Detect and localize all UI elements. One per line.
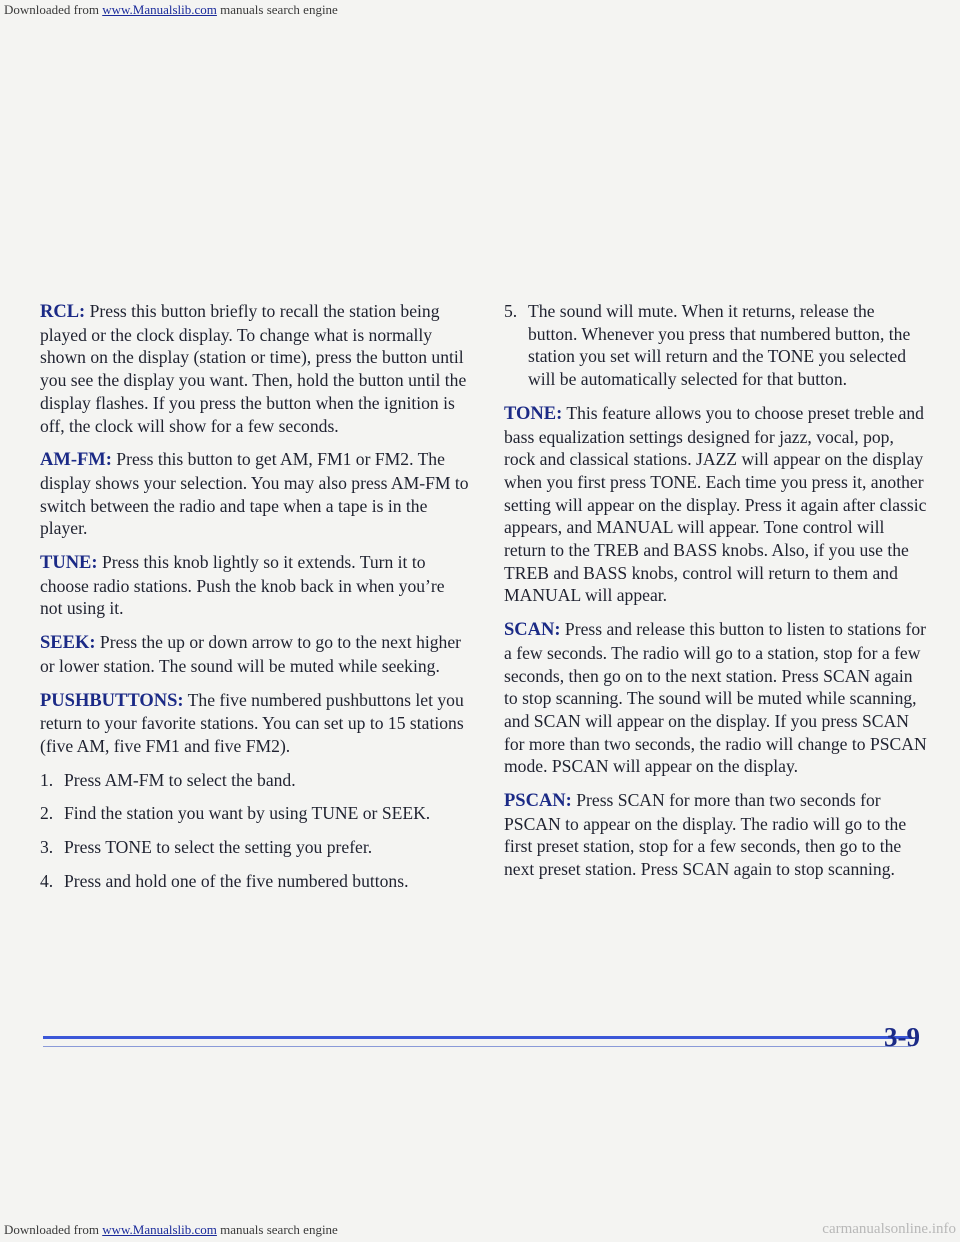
tone-term: TONE: (504, 403, 563, 424)
watermark: carmanualsonline.info (822, 1221, 956, 1237)
amfm-paragraph (40, 448, 470, 540)
rule-thin (43, 1046, 911, 1047)
step-text: The sound will mute. When it returns, release the button. Whenever you press that numbered button, the station you set will return and the TONE you selected will be automatically selected for that button. (528, 301, 911, 390)
rcl-text: Press this button briefly to recall the station being played or the clock display. To change what is normally shown on the display (station or time), press the button until you see the display you want. Then, hold the button until the display flashes. If you press the button when the ignition is off, the clock will show for a few seconds. (40, 301, 467, 436)
scan-paragraph (504, 618, 928, 778)
header-prefix: Downloaded from (4, 2, 103, 17)
manualslib-link[interactable]: www.Manualslib.com (102, 2, 217, 17)
step-item (504, 300, 928, 391)
left-column (40, 300, 470, 903)
rcl-term: RCL: (40, 302, 86, 322)
step-number: 3. (40, 837, 54, 858)
step-item (40, 802, 470, 825)
step-item (40, 836, 470, 859)
rcl-paragraph (40, 300, 470, 437)
step-number: 2. (40, 803, 54, 824)
pscan-paragraph (504, 789, 928, 881)
tone-text: This feature allows you to choose preset treble and bass equalization settings designed for jazz, vocal, pop, rock and classical stations. JAZZ will appear on the display when you first press TONE. Each time you press it, another setting will appear on the display. Press it again after classic appears, and MANUAL will appear. Tone control will return to the TREB and BASS knobs. Also, if you use the TREB and BASS knobs, control will return to them and MANUAL will appear. (504, 402, 927, 606)
step-item (40, 769, 470, 792)
pushbuttons-text: The five numbered pushbuttons let you return to your favorite stations. You can set up to 15 stations (five AM, five FM1 and five FM2). (40, 689, 464, 756)
page-number: 3-9 (884, 1022, 920, 1052)
tone-paragraph (504, 402, 928, 607)
footer (0, 1060, 960, 1242)
step-text: Press TONE to select the setting you prefer. (64, 837, 373, 858)
pushbuttons-paragraph (40, 689, 470, 758)
step-text: Find the station you want by using TUNE or SEEK. (64, 803, 431, 824)
scan-term: SCAN: (504, 620, 561, 641)
step-item (40, 870, 470, 893)
rule-thick (43, 1036, 911, 1039)
step-text: Press and hold one of the five numbered buttons. (64, 870, 409, 891)
step-number: 5. (504, 301, 518, 321)
footer-prefix: Downloaded from (4, 1222, 103, 1237)
step-number: 4. (40, 870, 54, 891)
pushbuttons-term: PUSHBUTTONS: (40, 690, 184, 711)
tune-paragraph (40, 551, 470, 620)
scan-text: Press and release this button to listen to stations for a few seconds. The radio will go to a station, stop for a few seconds, then go on to the next station. Press SCAN again to stop scanning. The sound will be muted while scanning, and SCAN will appear on the display. If you press SCAN for more than two seconds, the radio will change to PSCAN mode. PSCAN will appear on the display. (504, 619, 927, 777)
amfm-term: AM-FM: (40, 450, 112, 471)
step-text: Press AM-FM to select the band. (64, 769, 296, 790)
footer-manualslib-link[interactable]: www.Manualslib.com (102, 1222, 217, 1237)
tune-text: Press this knob lightly so it extends. Turn it to choose radio stations. Push the knob back in when you’re not using it. (40, 552, 445, 619)
footer-suffix: manuals search engine (216, 1222, 338, 1237)
seek-paragraph (40, 631, 470, 677)
step-number: 1. (40, 769, 54, 790)
amfm-text: Press this button to get AM, FM1 or FM2. The display shows your selection. You may also press AM-FM to switch between the radio and tape when a tape is in the player. (40, 449, 469, 539)
tune-term: TUNE: (40, 553, 98, 574)
pscan-text: Press SCAN for more than two seconds for PSCAN to appear on the display. The radio will go to the first preset station, stop for a few seconds, then go to the next preset station. Press SCAN again to stop scanning. (504, 790, 907, 880)
header-suffix: manuals search engine (216, 2, 338, 17)
pscan-term: PSCAN: (504, 791, 572, 812)
right-column (504, 300, 928, 892)
download-footer (4, 1222, 338, 1238)
download-header (0, 0, 960, 20)
seek-term: SEEK: (40, 633, 96, 654)
seek-text: Press the up or down arrow to go to the next higher or lower station. The sound will be muted while seeking. (40, 632, 462, 676)
